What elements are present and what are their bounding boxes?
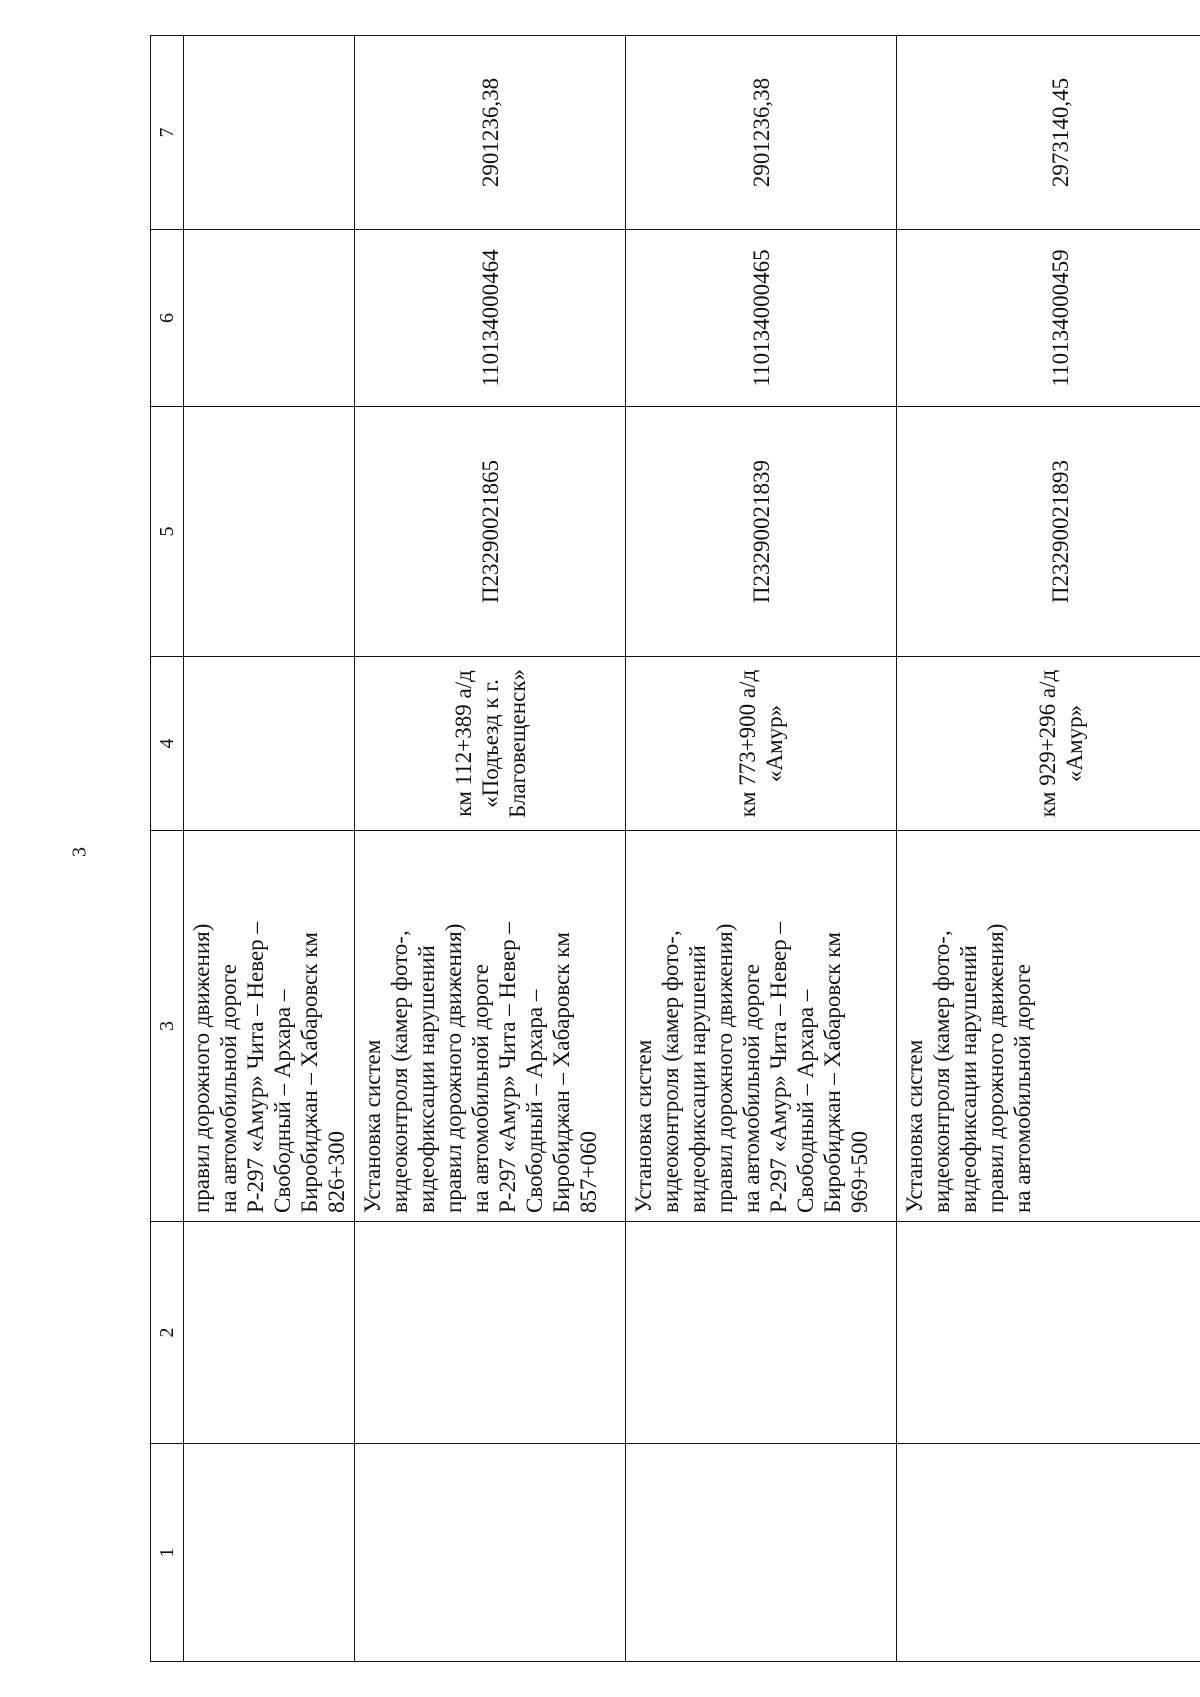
table-cell	[184, 1444, 355, 1662]
cost-cell: 2901236,38	[355, 36, 626, 230]
cost-cell: 2901236,38	[626, 36, 897, 230]
cost-cell: 2973140,45	[897, 36, 1200, 230]
location-cell: км 112+389 а/д «Подъезд к г. Благовещенск»	[355, 657, 626, 831]
object-code-cell	[184, 407, 355, 657]
work-description-cell: Установка систем видеоконтроля (камер фото-, видеофиксации нарушений правил дорожного движения) на автомобильной дороге Р-297 «Амур» Чита – Невер – Свободный – Архара – Биробиджан – Хабаровск км 857+060	[355, 831, 626, 1222]
table-cell	[184, 1222, 355, 1444]
column-header: 4	[151, 657, 184, 831]
table-row	[184, 36, 355, 1662]
column-header: 1	[151, 1444, 184, 1662]
location-cell	[184, 657, 355, 831]
inventory-number-cell: 110134000459	[897, 230, 1200, 407]
table-cell	[626, 1222, 897, 1444]
location-cell: км 773+900 а/д «Амур»	[626, 657, 897, 831]
column-header: 5	[151, 407, 184, 657]
table-cell	[626, 1444, 897, 1662]
work-description-cell: правил дорожного движения) на автомобильной дороге Р-297 «Амур» Чита – Невер – Свободный – Архара – Биробиджан – Хабаровск км 826+300	[184, 831, 355, 1222]
table-cell	[355, 1444, 626, 1662]
column-header: 2	[151, 1222, 184, 1444]
table-cell	[897, 1444, 1200, 1662]
work-description-cell: Установка систем видеоконтроля (камер фото-, видеофиксации нарушений правил дорожного движения) на автомобильной дороге Р-297 «Амур» Чита – Невер – Свободный – Архара – Биробиджан – Хабаровск км 969+500	[626, 831, 897, 1222]
table-cell	[897, 1222, 1200, 1444]
data-table	[150, 35, 1200, 1662]
work-description-cell: Установка систем видеоконтроля (камер фото-, видеофиксации нарушений правил дорожного движения) на автомобильной дороге	[897, 831, 1200, 1222]
page-number: 3	[68, 847, 91, 857]
table-header-row	[151, 36, 184, 1662]
object-code-cell: П23290021865	[355, 407, 626, 657]
table-row	[897, 36, 1200, 1662]
object-code-cell: П23290021839	[626, 407, 897, 657]
column-header: 6	[151, 230, 184, 407]
cost-cell	[184, 36, 355, 230]
location-cell: км 929+296 а/д «Амур»	[897, 657, 1200, 831]
column-header: 7	[151, 36, 184, 230]
inventory-number-cell	[184, 230, 355, 407]
object-code-cell: П23290021893	[897, 407, 1200, 657]
inventory-number-cell: 110134000465	[626, 230, 897, 407]
table-row	[626, 36, 897, 1662]
rotated-table-container	[150, 36, 1200, 1662]
table-cell	[355, 1222, 626, 1444]
column-header: 3	[151, 831, 184, 1222]
table-row	[355, 36, 626, 1662]
inventory-number-cell: 110134000464	[355, 230, 626, 407]
